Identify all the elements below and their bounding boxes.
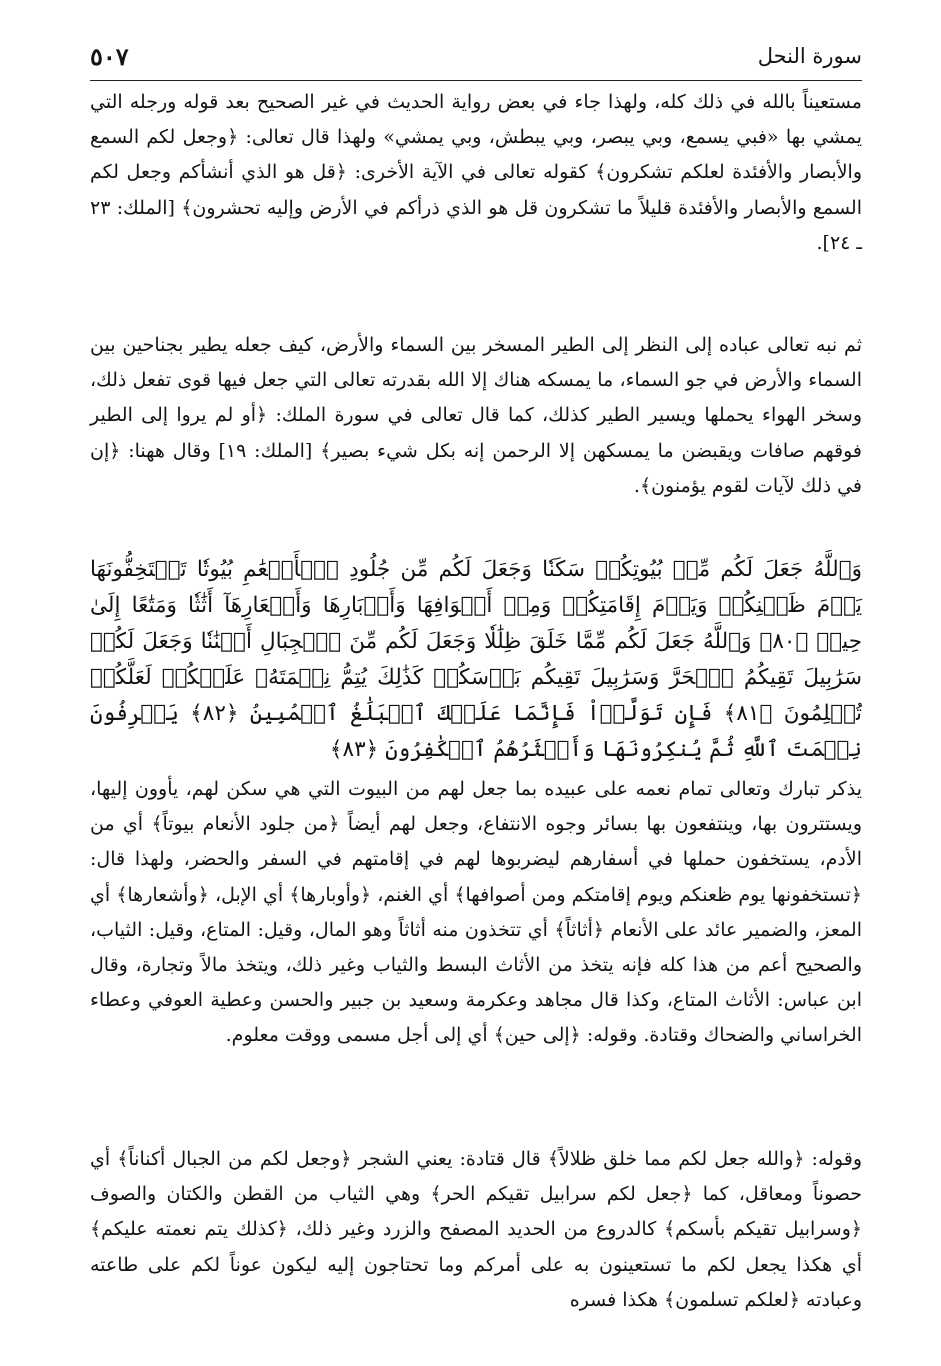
paragraph-2: ثم نبه تعالى عباده إلى النظر إلى الطير المسخر بين السماء والأرض، كيف جعله يطير بجناحين بين السماء والأرض في جو السماء، ما يمسكه هناك إلا الله بقدرته تعالى التي جعل فيها قوى تفعل ذلك، وسخر الهواء يحملها ويسير الطير كذلك، كما قال تعالى في سورة الملك: ﴿أو لم يروا إلى الطير فوقهم صافات ويقبضن ما يمسكهن إلا الرحمن إنه بكل شيء بصير﴾ [الملك: ١٩] وقال ههنا: ﴿إن في ذلك لآيات لقوم يؤمنون﴾. — [90, 334, 862, 497]
paragraph-1: مستعيناً بالله في ذلك كله، ولهذا جاء في بعض رواية الحديث في غير الصحيح بعد قوله ورجله التي يمشي بها «فبي يسمع، وبي يبصر، وبي يبطش، وبي يمشي» ولهذا قال تعالى: ﴿وجعل لكم السمع والأبصار والأفئدة لعلكم تشكرون﴾ كقوله تعالى في الآية الأخرى: ﴿قل هو الذي أنشأكم وجعل لكم السمع والأبصار والأفئدة قليلاً ما تشكرون قل هو الذي ذرأكم في الأرض وإليه تحشرون﴾ [الملك: ٢٣ ـ ٢٤]. — [90, 91, 862, 254]
surah-title: سورة النحل — [757, 44, 862, 68]
paragraph-4: وقوله: ﴿والله جعل لكم مما خلق ظلالاً﴾ قال قتادة: يعني الشجر ﴿وجعل لكم من الجبال أكناناً﴾ أي حصوناً ومعاقل، كما ﴿جعل لكم سرابيل تقيكم الحر﴾ وهي الثياب من القطن والكتان والصوف ﴿وسرابيل تقيكم بأسكم﴾ كالدروع من الحديد المصفح والزرد وغير ذلك، ﴿كذلك يتم نعمته عليكم﴾ أي هكذا يجعل لكم ما تستعينون به على أمركم وما تحتاجون إليه ليكون عوناً لكم على طاعته وعبادته ﴿لعلكم تسلمون﴾ هكذا فسره — [90, 1148, 862, 1311]
page-number: ٥٠٧ — [90, 42, 129, 71]
quran-verses: وَٱللَّهُ جَعَلَ لَكُم مِّنۢ بُيُوتِكُمۡ سَكَنٗا وَجَعَلَ لَكُم مِّن جُلُودِ ٱلۡأَنۡعَٰمِ بُيُوتٗا تَسۡتَخِفُّونَهَا يَوۡمَ ظَعۡنِكُمۡ وَيَوۡمَ إِقَامَتِكُمۡ وَمِنۡ أَصۡوَافِهَا وَأَوۡبَارِهَا وَأَشۡعَارِهَآ أَثَٰثٗا وَمَتَٰعًا إِلَىٰ حِينٖ ﴿٨٠﴾ وَٱللَّهُ جَعَلَ لَكُم مِّمَّا خَلَقَ ظِلَٰلٗا وَجَعَلَ لَكُم مِّنَ ٱلۡجِبَالِ أَكۡنَٰنٗا وَجَعَلَ لَكُمۡ سَرَٰبِيلَ تَقِيكُمُ ٱلۡحَرَّ وَسَرَٰبِيلَ تَقِيكُم بَأۡسَكُمۡ كَذَٰلِكَ يُتِمُّ نِعۡمَتَهُۥ عَلَيۡكُمۡ لَعَلَّكُمۡ تُسۡلِمُونَ ﴿٨١﴾ فَإِن تَوَلَّوۡاْ فَإِنَّمَا عَلَيۡكَ ٱلۡبَلَٰغُ ٱلۡمُبِينُ ﴿٨٢﴾ يَعۡرِفُونَ نِعۡمَتَ ٱللَّهِ ثُمَّ يُنكِرُونَهَا وَأَكۡثَرُهُمُ ٱلۡكَٰفِرُونَ ﴿٨٣﴾ — [90, 557, 862, 762]
page-header — [90, 32, 862, 81]
page — [90, 32, 862, 1342]
paragraph-3: يذكر تبارك وتعالى تمام نعمه على عبيده بما جعل لهم من البيوت التي هي سكن لهم، يأوون إليها، ويستترون بها، وينتفعون بها بسائر وجوه الانتفاع، وجعل لهم أيضاً ﴿من جلود الأنعام بيوتاً﴾ أي من الأدم، يستخفون حملها في أسفارهم ليضربوها لهم في إقامتهم في السفر والحضر، ولهذا قال: ﴿تستخفونها يوم ظعنكم ويوم إقامتكم ومن أصوافها﴾ أي الغنم، ﴿وأوبارها﴾ أي الإبل، ﴿وأشعارها﴾ أي المعز، والضمير عائد على الأنعام ﴿أثاثاً﴾ أي تتخذون منه أثاثاً وهو المال، وقيل: المتاع، وقيل: الثياب، والصحيح أعم من هذا كله فإنه يتخذ من الأثاث البسط والثياب وغير ذلك، ويتخذ مالاً وتجارة، وقال ابن عباس: الأثاث المتاع، وكذا قال مجاهد وعكرمة وسعيد بن جبير والحسن وعطية العوفي وعطاء الخراساني والضحاك وقتادة. وقوله: ﴿إلى حين﴾ أي إلى أجل مسمى ووقت معلوم. — [90, 778, 862, 1047]
